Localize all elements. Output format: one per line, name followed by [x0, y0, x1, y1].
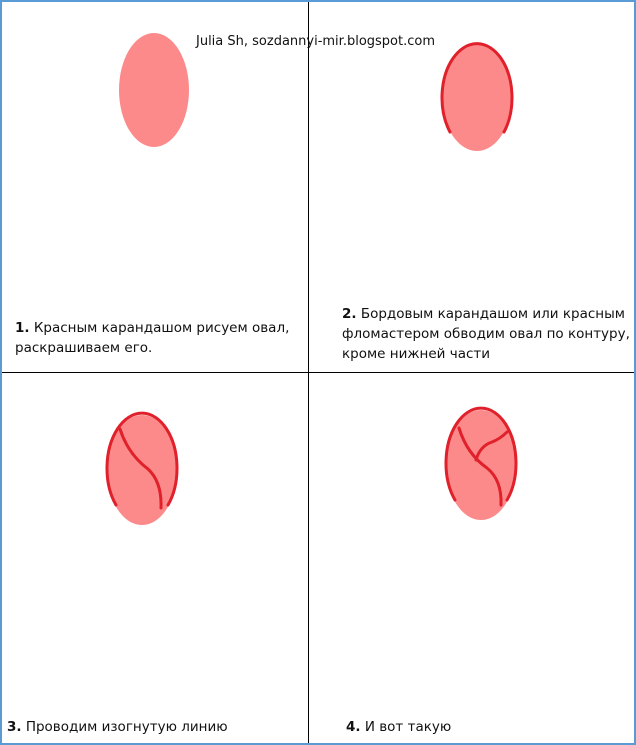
author-credit: Julia Sh, sozdannyi-mir.blogspot.com: [196, 34, 435, 49]
step1-number: 1.: [15, 320, 30, 336]
step3-text: Проводим изогнутую линию: [25, 719, 228, 735]
step3-caption: [7, 717, 307, 737]
step1-oval: [119, 33, 189, 147]
step4-text: И вот такую: [364, 719, 452, 735]
step4-number: 4.: [346, 719, 361, 735]
step2-caption: [342, 304, 632, 364]
illustrations: [2, 2, 634, 743]
step3-number: 3.: [7, 719, 22, 735]
step2-text: Бордовым карандашом или красным фломастером обводим овал по контуру, кроме нижней части: [342, 306, 630, 362]
step2-number: 2.: [342, 306, 357, 322]
step4-caption: [346, 717, 546, 737]
step1-caption: [15, 318, 300, 358]
step1-text: Красным карандашом рисуем овал, раскрашиваем его.: [15, 320, 290, 356]
